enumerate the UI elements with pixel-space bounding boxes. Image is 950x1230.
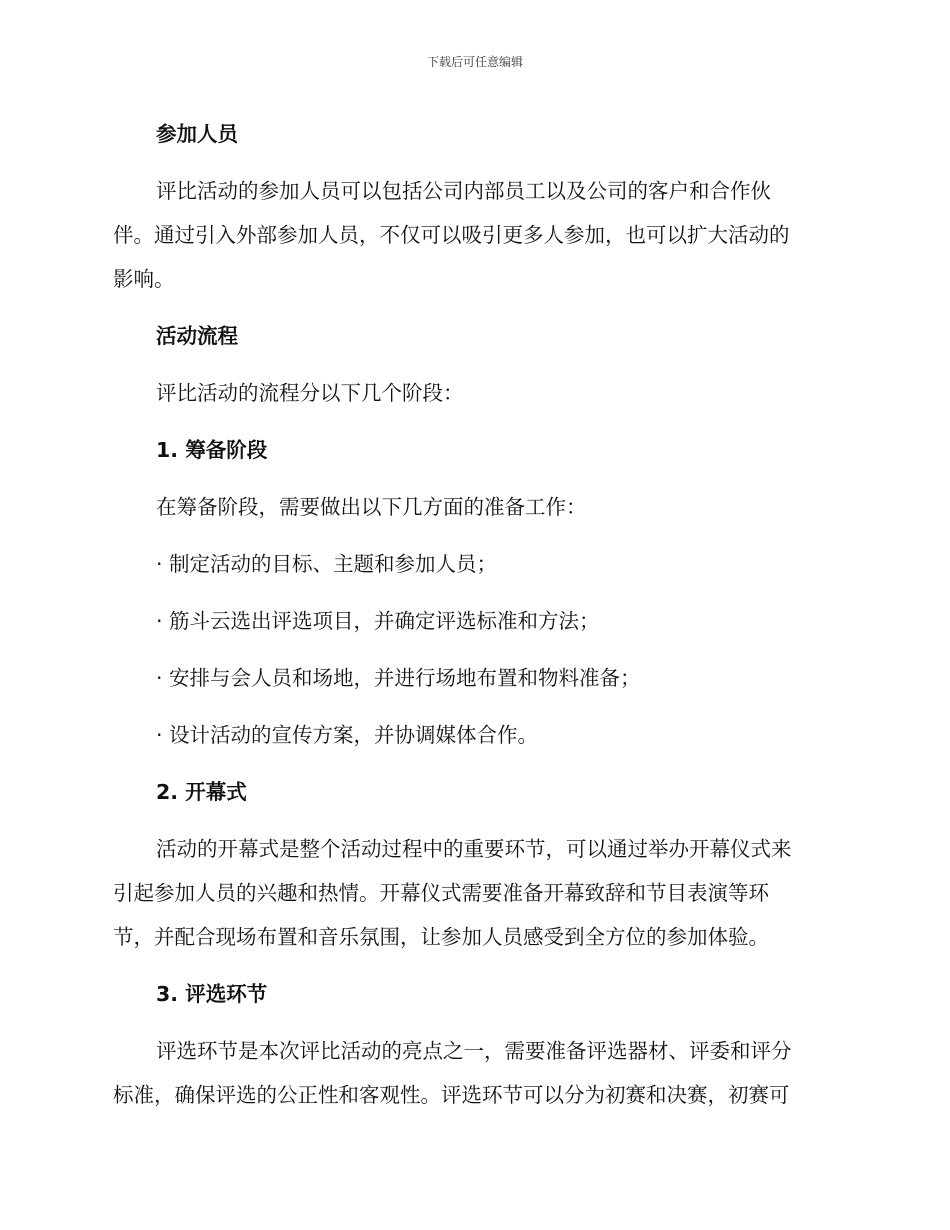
paragraph-line: 活动的开幕式是整个活动过程中的重要环节，可以通过举办开幕仪式来 bbox=[156, 837, 792, 861]
paragraph-selection bbox=[113, 1029, 833, 1117]
list-item: · 安排与会人员和场地，并进行场地布置和物料准备； bbox=[156, 666, 641, 690]
document-body bbox=[113, 112, 833, 1130]
page-header: 下载后可任意编辑 bbox=[426, 55, 523, 69]
paragraph-line: 伴。通过引入外部参加人员，不仅可以吸引更多人参加，也可以扩大活动的 bbox=[113, 223, 790, 247]
paragraph-line: 节，并配合现场布置和音乐氛围，让参加人员感受到全方位的参加体验。 bbox=[113, 925, 769, 949]
preparation-intro: 在筹备阶段，需要做出以下几方面的准备工作： bbox=[156, 495, 587, 519]
list-item: · 设计活动的宣传方案，并协调媒体合作。 bbox=[156, 723, 539, 747]
section-heading-process: 活动流程 bbox=[156, 324, 238, 348]
section-heading-participants: 参加人员 bbox=[156, 122, 238, 146]
section-heading-preparation: 1. 筹备阶段 bbox=[156, 438, 268, 462]
section-heading-selection: 3. 评选环节 bbox=[156, 982, 268, 1006]
paragraph-line: 标准，确保评选的公正性和客观性。评选环节可以分为初赛和决赛，初赛可 bbox=[113, 1083, 790, 1107]
section-heading-opening: 2. 开幕式 bbox=[156, 780, 247, 804]
list-item: · 筋斗云选出评选项目，并确定评选标准和方法； bbox=[156, 609, 600, 633]
process-intro: 评比活动的流程分以下几个阶段： bbox=[156, 381, 464, 405]
paragraph-line: 评比活动的参加人员可以包括公司内部员工以及公司的客户和合作伙 bbox=[156, 179, 771, 203]
paragraph-line: 影响。 bbox=[113, 267, 175, 291]
paragraph-line: 评选环节是本次评比活动的亮点之一，需要准备评选器材、评委和评分 bbox=[156, 1039, 792, 1063]
paragraph-participants bbox=[113, 169, 833, 301]
paragraph-opening bbox=[113, 827, 833, 959]
list-item: · 制定活动的目标、主题和参加人员； bbox=[156, 552, 498, 576]
paragraph-line: 引起参加人员的兴趣和热情。开幕仪式需要准备开幕致辞和节目表演等环 bbox=[113, 881, 769, 905]
